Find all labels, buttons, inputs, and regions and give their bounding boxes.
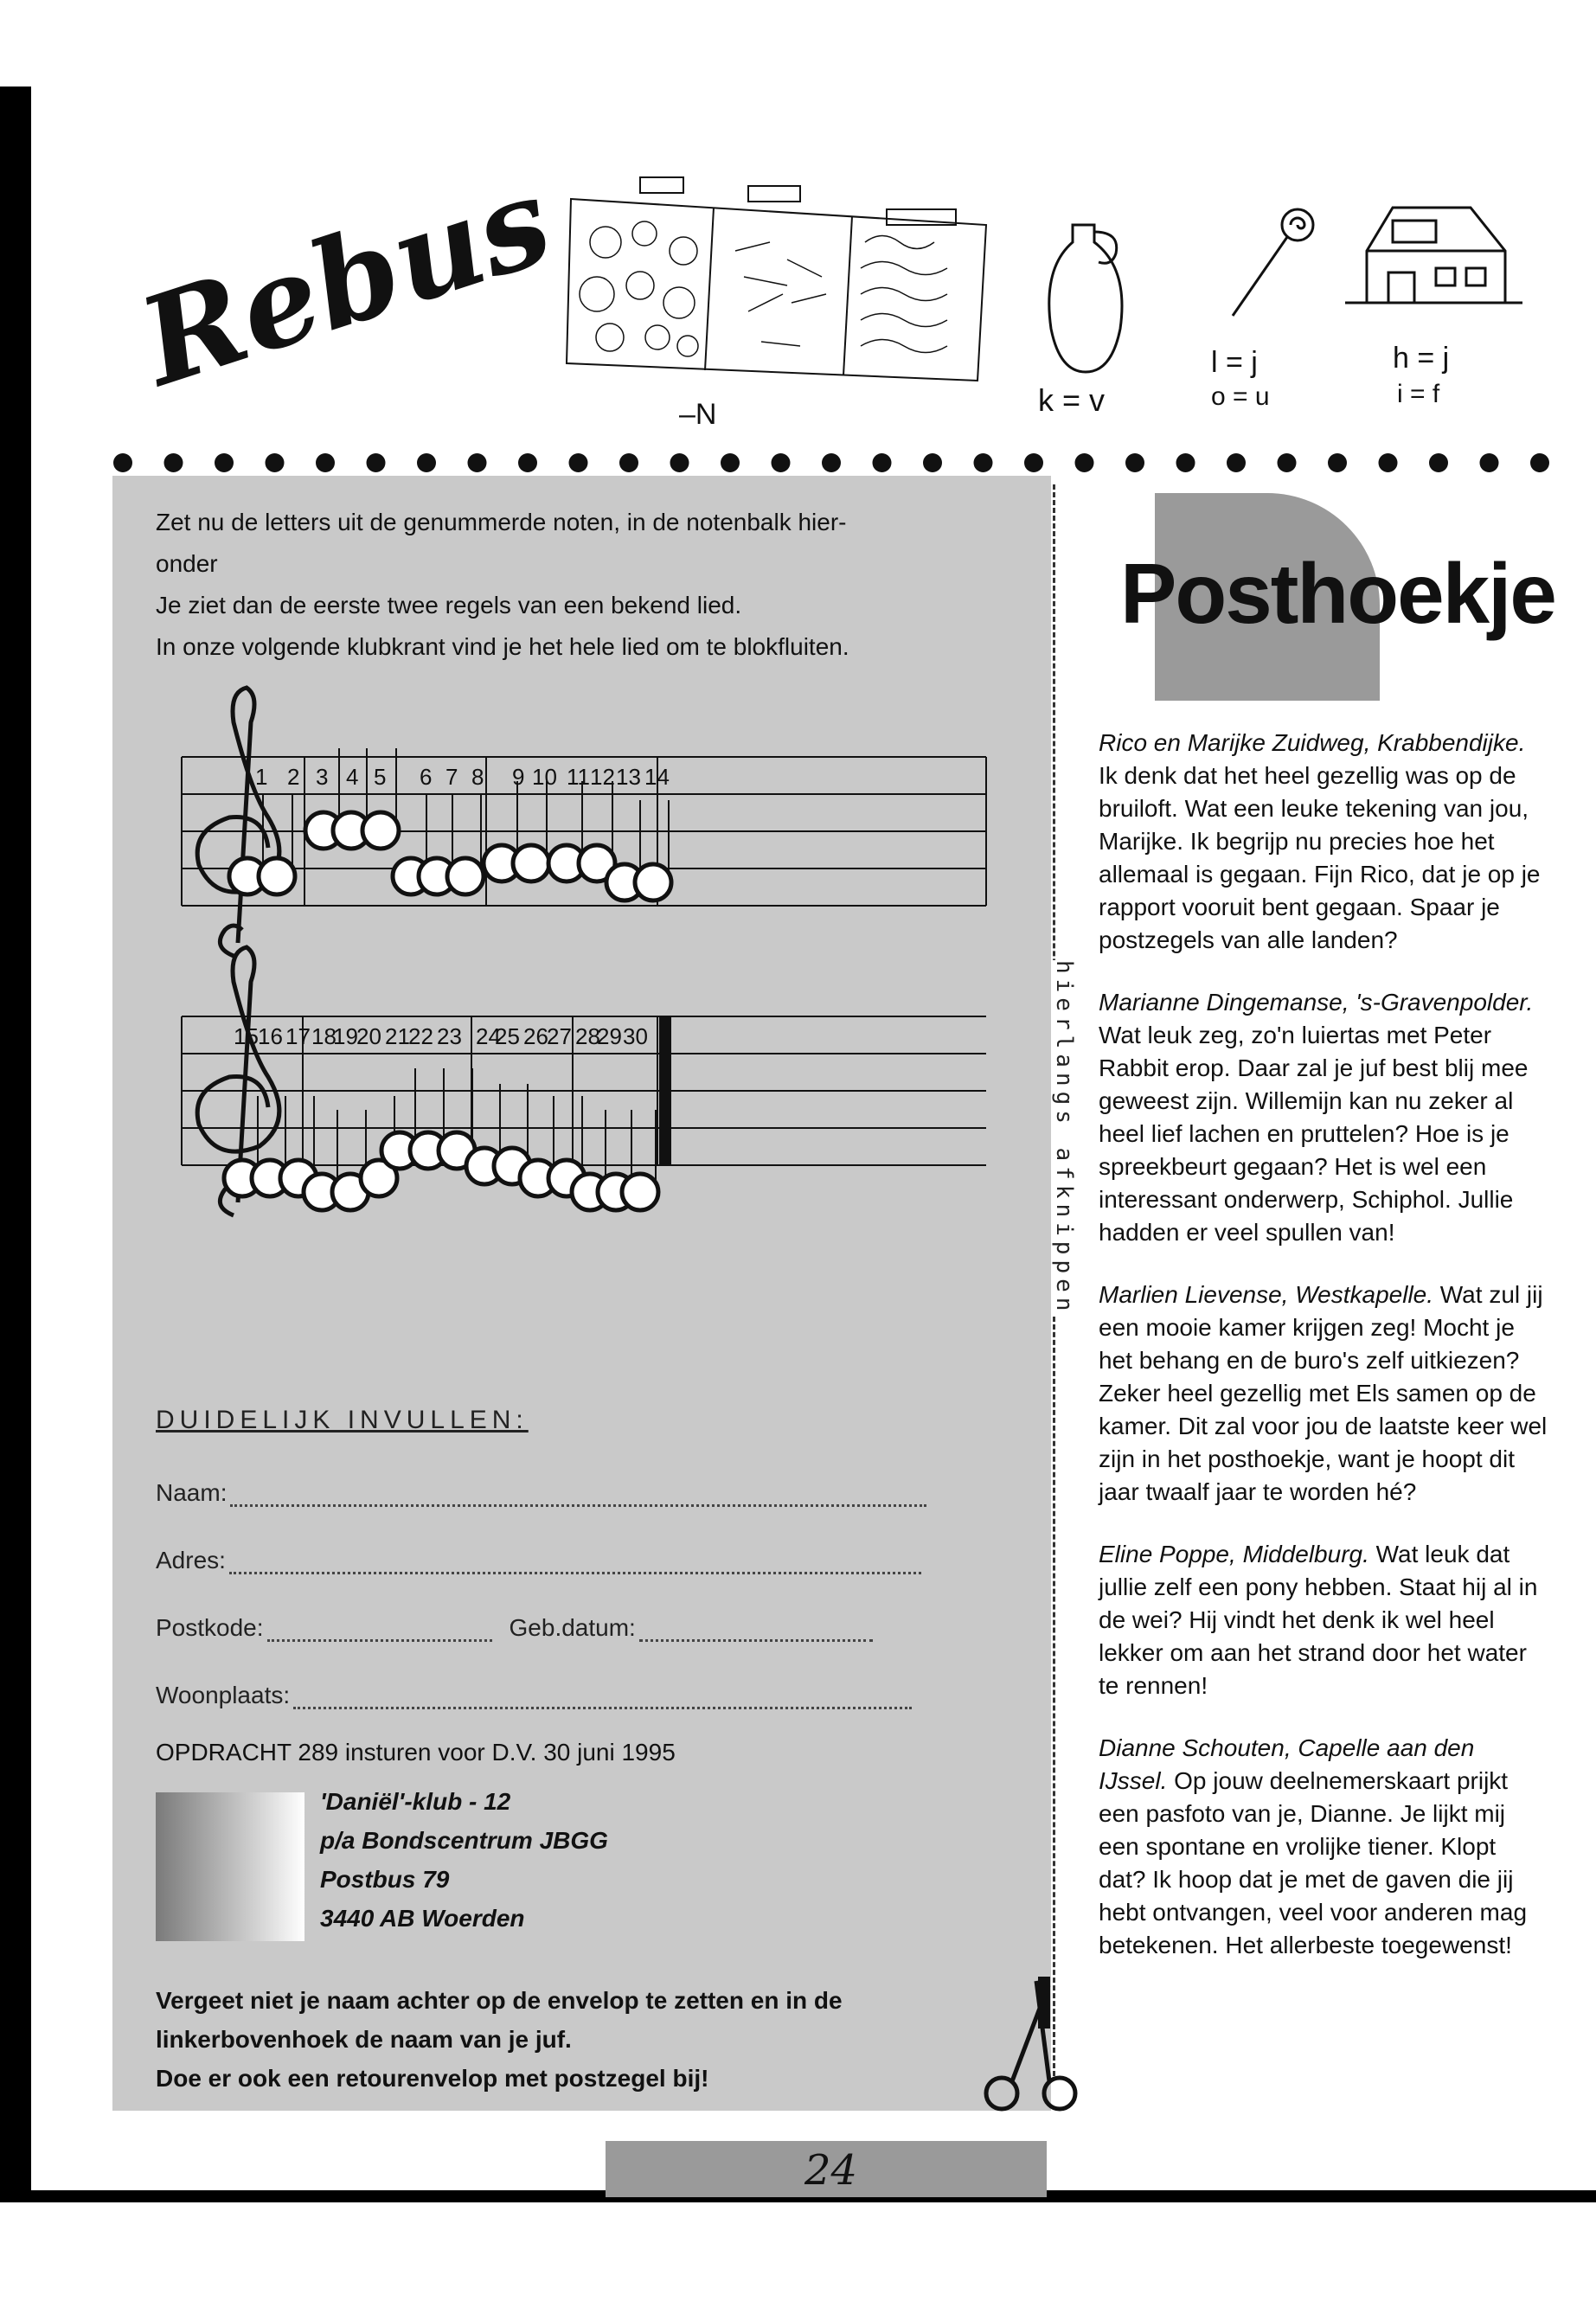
letter-body: Op jouw deelnemerskaart prijkt een pasfoto van je, Dianne. Je lijkt mij een spontane en vrolijke tiener. Klopt dat? Ik hoop dat je met de gaven die jij hebt ontvangen, veel voor anderen mag betekenen. Het allerbeste toegewenst!: [1099, 1767, 1528, 1958]
lollipop-icon: [1233, 209, 1313, 316]
letter-body: Wat leuk dat jullie zelf een pony hebben. Staat hij al in de wei? Hij vindt het denk ik wel heel lekker om aan het strand door het water te rennen!: [1099, 1541, 1538, 1699]
letter-body: Wat leuk zeg, zo'n luiertas met Peter Rabbit erop. Daar zal je juf best blij mee geweest zijn. Willemijn kan nu zeker al heel lief lachen en pruttelen? Hoe is je spreekbeurt gegaan? Het is wel een interessant onderwerp, Schiphol. Jullie hadden er veel spullen van!: [1099, 1022, 1529, 1246]
divider-dot: [468, 453, 487, 472]
letter-item: [1099, 1538, 1548, 1702]
divider-dot: [417, 453, 436, 472]
divider-dot: [1480, 453, 1499, 472]
cut-label: [1051, 960, 1086, 1317]
intro-line: Zet nu de letters uit de genummerde noten, in de notenbalk hier-: [156, 509, 847, 535]
rebus-clue-4a: h = j: [1393, 342, 1450, 375]
divider-dot: [569, 453, 588, 472]
puzzle-panel: [112, 476, 1051, 2111]
address-line: 3440 AB Woerden: [320, 1905, 525, 1932]
divider-dot: [1429, 453, 1448, 472]
letter-item: [1099, 1732, 1548, 1962]
name-label: Naam:: [156, 1479, 228, 1506]
note-number: 18: [311, 1023, 337, 1049]
rebus-clue-4b: i = f: [1397, 380, 1440, 408]
rebus-title: [125, 150, 567, 414]
music-staff: [173, 718, 1038, 1375]
name-input-line[interactable]: [230, 1484, 926, 1507]
letter-sender: Eline Poppe, Middelburg.: [1099, 1541, 1369, 1567]
note-number: 30: [623, 1023, 648, 1049]
divider-dot: [518, 453, 537, 472]
posthoekje-title: Posthoekje: [1120, 546, 1555, 641]
note-number: 21: [385, 1023, 410, 1049]
note-number: 6: [420, 764, 433, 790]
house-icon: [1345, 208, 1522, 303]
rebus-clue-1: –N: [679, 398, 717, 431]
birthdate-label: Geb.datum:: [509, 1614, 636, 1641]
intro-line: Je ziet dan de eerste twee regels van een bekend lied.: [156, 592, 742, 619]
mailing-address: [156, 1782, 675, 1955]
address-field[interactable]: [156, 1547, 921, 1574]
dotted-divider: [112, 450, 1548, 476]
divider-dot: [164, 453, 183, 472]
letter-body: Wat zul jij een mooie kamer krijgen zeg! Mocht je het behang en de buro's zelf uitkiezen? Zeker heel gezellig met Els samen op de kamer. Dit zal voor jou de laatste keer wel zijn in het posthoekje, want je hoopt dit jaar twaalf jaar te worden hé?: [1099, 1281, 1548, 1505]
rebus-clue-2: k = v: [1038, 382, 1106, 418]
address-line: p/a Bondscentrum JBGG: [320, 1827, 608, 1854]
letter-sender: Marianne Dingemanse, 's-Gravenpolder.: [1099, 989, 1534, 1016]
address-line: 'Daniël'-klub - 12: [320, 1788, 511, 1815]
note-head: [622, 1174, 658, 1210]
note-number: 10: [532, 764, 557, 790]
note-number: 3: [316, 764, 329, 790]
note-head: [259, 858, 295, 894]
address-shade: [156, 1792, 304, 1941]
note-number: 8: [471, 764, 484, 790]
divider-dot: [1530, 453, 1549, 472]
note-head: [362, 812, 399, 849]
final-barline: [659, 1016, 671, 1165]
divider-dot: [1278, 453, 1297, 472]
reminder-line: Doe er ook een retourenvelop met postzegel bij!: [156, 2065, 709, 2092]
divider-dot: [822, 453, 841, 472]
page-number: 24: [804, 2146, 858, 2195]
note-number: 24: [476, 1023, 501, 1049]
divider-dot: [367, 453, 386, 472]
postcode-input-line[interactable]: [267, 1618, 492, 1642]
divider-dot: [1227, 453, 1246, 472]
divider-dot: [266, 453, 285, 472]
note-number: 4: [346, 764, 359, 790]
note-number: 16: [258, 1023, 283, 1049]
note-head: [513, 845, 549, 881]
divider-dot: [1379, 453, 1398, 472]
note-number: 25: [495, 1023, 520, 1049]
letter-sender: Marlien Lievense, Westkapelle.: [1099, 1281, 1434, 1308]
divider-dot: [873, 453, 892, 472]
note-number: 29: [597, 1023, 622, 1049]
divider-dot: [113, 453, 132, 472]
divider-dot: [721, 453, 740, 472]
note-number: 13: [616, 764, 641, 790]
address-label: Adres:: [156, 1547, 226, 1574]
note-number: 2: [287, 764, 300, 790]
note-number: 5: [374, 764, 387, 790]
note-number: 20: [356, 1023, 381, 1049]
divider-dot: [619, 453, 638, 472]
reminder-line: Vergeet niet je naam achter op de envelop te zetten en in de: [156, 1987, 843, 2014]
address-input-line[interactable]: [229, 1551, 921, 1574]
note-number: 1: [255, 764, 268, 790]
note-number: 9: [512, 764, 525, 790]
rebus-title-text: Rebus: [125, 150, 567, 414]
form-heading: DUIDELIJK INVULLEN:: [156, 1406, 529, 1434]
divider-dot: [1125, 453, 1144, 472]
postcode-label: Postkode:: [156, 1614, 264, 1641]
city-input-line[interactable]: [293, 1686, 912, 1709]
rebus-picture-panels: [567, 177, 986, 381]
reminder-line: linkerbovenhoek de naam van je juf.: [156, 2026, 572, 2053]
note-number: 15: [234, 1023, 259, 1049]
divider-dot: [772, 453, 791, 472]
letter-item: [1099, 1279, 1548, 1509]
note-head: [635, 864, 671, 901]
scissors-icon: [977, 1972, 1090, 2119]
note-number: 17: [285, 1023, 311, 1049]
note-head: [447, 858, 484, 894]
rebus-drawings: [562, 173, 1557, 441]
divider-dot: [1176, 453, 1195, 472]
posthoekje-header: [1112, 484, 1561, 701]
city-field[interactable]: [156, 1682, 912, 1709]
intro-line: In onze volgende klubkrant vind je het hele lied om te blokfluiten.: [156, 633, 849, 660]
letter-sender: Rico en Marijke Zuidweg, Krabbendijke.: [1099, 729, 1526, 756]
name-field[interactable]: [156, 1479, 926, 1507]
intro-line: onder: [156, 550, 218, 577]
assignment-text: OPDRACHT 289 insturen voor D.V. 30 juni 1995: [156, 1739, 676, 1766]
divider-dot: [316, 453, 335, 472]
letter-body: Ik denk dat het heel gezellig was op de bruiloft. Wat een leuke tekening van jou, Marijke. Ik begrijp nu precies hoe het allemaal is gegaan. Fijn Rico, dat je op je rapport vooruit bent gegaan. Spaar je postzegels van alle landen?: [1099, 762, 1541, 953]
note-number: 19: [333, 1023, 358, 1049]
letter-sender: Dianne Schouten, Capelle aan den IJssel.: [1099, 1734, 1475, 1794]
scan-edge-left: [0, 87, 31, 2197]
letter-item: [1099, 986, 1548, 1249]
note-number: 7: [445, 764, 458, 790]
note-number: 26: [523, 1023, 548, 1049]
note-number: 23: [437, 1023, 462, 1049]
divider-dot: [1075, 453, 1094, 472]
treble-clef-icon: [197, 688, 279, 956]
divider-dot: [215, 453, 234, 472]
note-number: 28: [575, 1023, 600, 1049]
note-number: 22: [408, 1023, 433, 1049]
note-number: 11: [567, 764, 590, 790]
divider-dot: [1328, 453, 1347, 472]
staff-system: [182, 688, 986, 956]
divider-dot: [1024, 453, 1043, 472]
letters-column: [1099, 727, 1548, 1991]
birthdate-input-line[interactable]: [639, 1618, 873, 1642]
letter-item: [1099, 727, 1548, 957]
page-number-tab: [606, 2141, 1047, 2197]
address-line: Postbus 79: [320, 1866, 450, 1893]
note-number: 27: [547, 1023, 572, 1049]
city-label: Woonplaats:: [156, 1682, 291, 1708]
postcode-field[interactable]: [156, 1614, 873, 1642]
reminder-text: [156, 1981, 1029, 2098]
jug-icon: [1049, 225, 1122, 372]
rebus-clue-3a: l = j: [1211, 346, 1258, 379]
cut-label-text: hierlangs afknippen: [1051, 960, 1077, 1317]
puzzle-intro: [156, 502, 1021, 668]
divider-dot: [670, 453, 689, 472]
rebus-clue-3b: o = u: [1211, 382, 1270, 411]
divider-dot: [923, 453, 942, 472]
note-number: 12: [590, 764, 615, 790]
divider-dot: [974, 453, 993, 472]
note-number: 14: [644, 764, 670, 790]
